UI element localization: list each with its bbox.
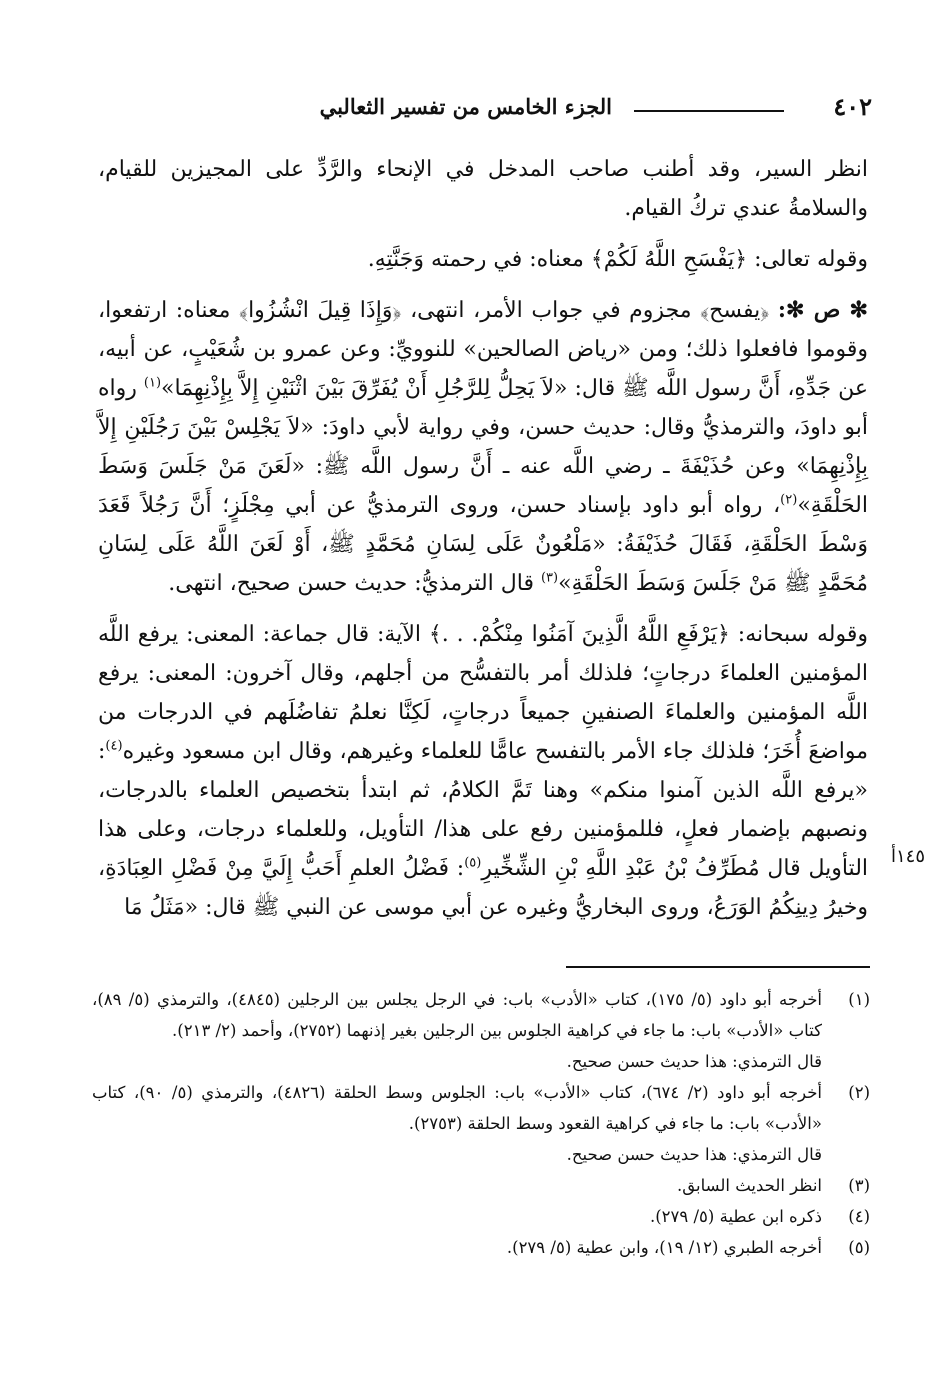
commentary-mark: ✻ ص ✻: [777,297,868,323]
footnote-ref: (١) [143,375,162,391]
paragraph-text: ﴿يفسح﴾ مجزوم في جواب الأمر، انتهى، ﴿وَإِذَا قِيلَ انْشُزُوا﴾ معناه: ارتفعوا، وقوموا فافعلوا ذلك؛ ومن «رياض الصالحين» للنوويِّ: وعن عمرو بن شُعَيْبٍ، عن أبيه، عن جَدِّهِ، أَنَّ رسول اللَّه ﷺ قال: «لاَ يَحِلُّ لِلرَّجُلِ أَنْ يُفَرِّقَ بَيْنَ اثْنَيْنِ إِلاَّ بِإِذْنِهِمَا» [98,298,868,401]
footnote-line: أخرجه أبو داود (٢/ ٦٧٤)، كتاب «الأدب» باب: الجلوس وسط الحلقة (٤٨٢٦)، والترمذي (٥/ ٩٠)، كتاب «الأدب» باب: ما جاء في كراهية القعود وسط الحلقة (٢٧٥٣). [92,1083,822,1133]
footnote [92,1170,870,1201]
footnote-number: (٢) [848,1083,870,1102]
footnote-ref: (٥) [464,855,482,871]
paragraph: انظر السير، وقد أطنب صاحب المدخل في الإنحاء والرَّدِّ على المجيزين للقيام، والسلامةُ عندي تركُ القيام. [98,157,868,221]
page-number: ٤٠٢ [833,92,872,121]
footnote-number: (٤) [848,1207,870,1226]
footnote-line: قال الترمذي: هذا حديث حسن صحيح. [566,1145,822,1164]
paragraph-text: وقوله سبحانه: ﴿يَرْفَعِ اللَّهُ الَّذِينَ آمَنُوا مِنْكُمْ. . .﴾ الآية: قال جماعة: المعنى: يرفع اللَّه المؤمنين العلماءَ درجاتٍ؛ فلذلك أمر بالتفسُّح من أجلهم، وقال آخرون: المعنى: يرفع اللَّه المؤمنين والعلماءَ الصنفينِ جميعاً درجاتٍ، لَكِنَّا نعلمُ تفاضُلَهم في الدرجات من مواضعَ أُخَرَ؛ فلذلك جاء الأمر بالتفسح عامًّا للعلماء وغيرهم، وقال ابن مسعود وغيره [98,622,868,764]
footnote-line: انظر الحديث السابق. [677,1176,822,1195]
margin-folio-note: ١٤٥أ [890,846,926,867]
paragraph [98,615,868,927]
paragraph-text: رواه أبو داودَ، والترمذيُّ وقال: حديث حسن، وفي رواية لأبي داودَ: «لاَ يَجْلِسْ بَيْنَ رَجُلَيْنِ إِلاَّ بِإِذْنِهِمَا» وعن حُذَيْفَةَ ـ رضي اللَّه عنه ـ أَنَّ رسول اللَّه ﷺ: «لَعَنَ مَنْ جَلَسَ وَسَطَ الحَلْقَةِ» [98,376,868,518]
main-text [98,150,868,939]
footnote [92,1232,870,1263]
footnote-ref: (٢) [780,492,798,508]
page-header [92,88,872,128]
paragraph-text: قال الترمذيُّ: حديث حسن صحيح، انتهى. [168,571,541,596]
footnote-line: أخرجه أبو داود (٥/ ١٧٥)، كتاب «الأدب» باب: في الرجل يجلس بين الرجلين (٤٨٤٥)، والترمذي (٥/ ٨٩)، كتاب «الأدب» باب: ما جاء في كراهية الجلوس بين الرجلين بغير إذنهما (٢٧٥٢)، وأحمد (٢/ ٢١٣). [92,990,822,1040]
footnote-number: (٣) [848,1176,870,1195]
paragraph: وقوله تعالى: ﴿يَفْسَحِ اللَّهُ لَكُمْ﴾ معناه: في رحمته وَجَنَّتِهِ. [367,247,868,272]
footnote-separator [566,966,870,968]
header-rule [634,110,784,112]
footnote-number: (٥) [848,1238,870,1257]
paragraph-text: : «يرفع اللَّه الذين آمنوا منكم» وهنا تَمَّ الكلامُ، ثم ابتدأ بتخصيص العلماء بالدرجات، ونصبهم بإضمار فعلٍ، فللمؤمنين رفع على هذا/ التأويل، وللعلماء درجات، وعلى هذا التأويل قال مُطَرِّفُ بْنُ عَبْدِ اللَّهِ بْنِ الشِّخِّيرِ [98,739,869,881]
paragraph-text: ، رواه أبو داود بإسناد حسن، وروى الترمذيُّ عن أبي مِجْلَزٍ؛ أَنَّ رَجُلاً قَعَدَ وَسْطَ الحَلْقَةِ، فَقَالَ حُذَيْفَةُ: «مَلْعُونٌ عَلَى لِسَانِ مُحَمَّدٍ ﷺ، أَوْ لَعَنَ اللَّهُ عَلَى لِسَانِ مُحَمَّدٍ ﷺ مَنْ جَلَسَ وَسَطَ الحَلْقَةِ» [98,493,868,596]
footnote-body [92,984,822,1077]
running-title: الجزء الخامس من تفسير الثعالبي [319,94,612,119]
footnote-line: قال الترمذي: هذا حديث حسن صحيح. [566,1052,822,1071]
paragraph-text: : فَضْلُ العلمِ أَحَبُّ إِلَيَّ مِنْ فَضْلِ العِبَادَةِ، وخيرُ دِينِكُمُ الوَرَعُ، وروى البخاريُّ وغيره عن أبي موسى عن النبي ﷺ قال: «مَثَلُ مَا [98,856,868,920]
footnotes [92,984,870,1263]
footnote-number: (١) [848,990,870,1009]
footnote-body [92,1077,822,1170]
footnote [92,1201,870,1232]
footnote-body [92,1232,822,1263]
footnote-line: ذكره ابن عطية (٥/ ٢٧٩). [649,1207,822,1226]
footnote-line: أخرجه الطبري (١٢/ ١٩)، وابن عطية (٥/ ٢٧٩). [506,1238,822,1257]
footnote-body [92,1201,822,1232]
footnote-ref: (٣) [540,570,559,586]
footnote-body [92,1170,822,1201]
footnote-ref: (٤) [105,738,123,754]
footnote [92,984,870,1077]
paragraph [98,291,868,603]
footnote [92,1077,870,1170]
